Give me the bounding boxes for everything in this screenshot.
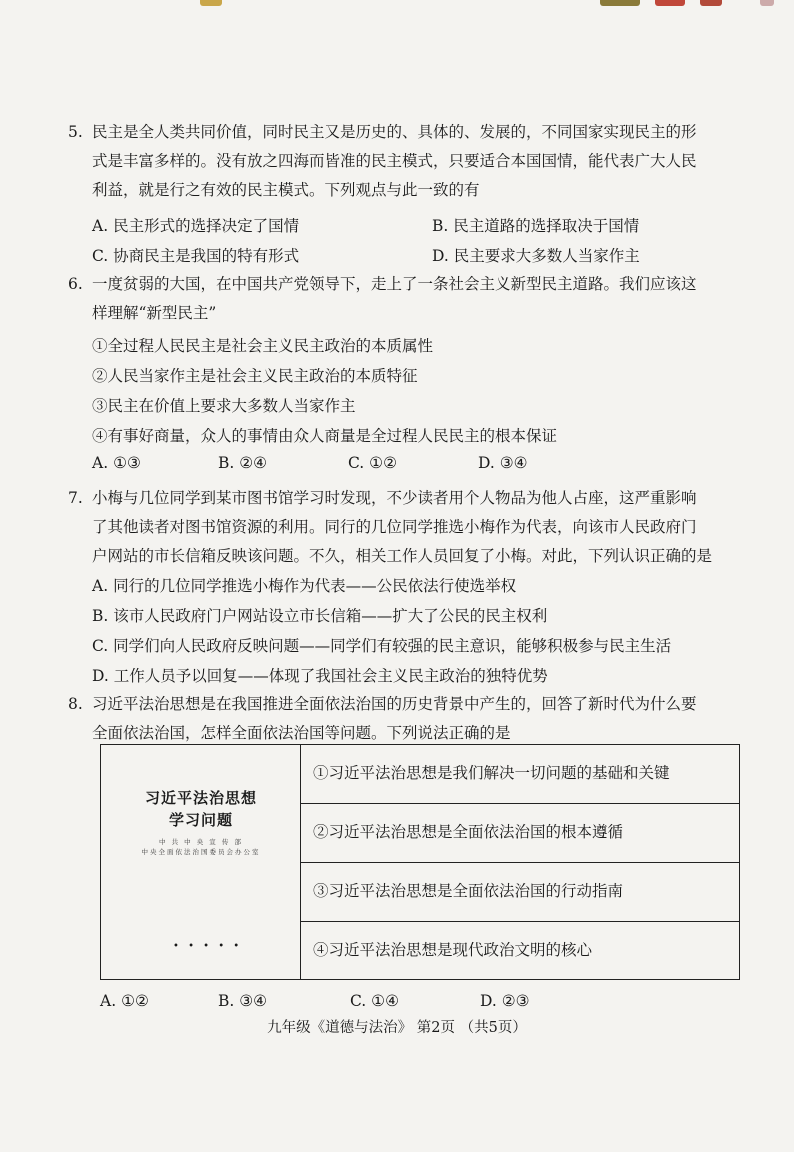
book-publisher-line-1: 中 共 中 央 宣 传 部 — [159, 838, 243, 846]
option-7c[interactable]: C. 同学们向人民政府反映问题——同学们有较强的民主意识，能够积极参与民主生活 — [92, 637, 672, 655]
question-6-line-1: 6. 一度贫弱的大国，在中国共产党领导下，走上了一条社会主义新型民主道路。我们应该这 — [68, 275, 697, 293]
statement-1: ①习近平法治思想是我们解决一切问题的基础和关键 — [301, 745, 739, 804]
statement-3: ③习近平法治思想是全面依法治国的行动指南 — [301, 863, 739, 922]
statement-2: ②习近平法治思想是全面依法治国的根本遵循 — [301, 804, 739, 863]
question-7 — [68, 484, 748, 571]
question-5-line-2: 式是丰富多样的。没有放之四海而皆准的民主模式，只要适合本国国情，能代表广大人民 — [92, 152, 697, 170]
option-6d[interactable]: D. ③④ — [478, 454, 528, 472]
option-8b[interactable]: B. ③④ — [218, 992, 268, 1010]
question-6-item-3: ③民主在价值上要求大多数人当家作主 — [92, 397, 356, 415]
question-6-item-4: ④有事好商量，众人的事情由众人商量是全过程人民民主的根本保证 — [92, 427, 558, 445]
question-7-line-2: 了其他读者对图书馆资源的利用。同行的几位同学推选小梅作为代表，向该市人民政府门 — [92, 518, 697, 536]
question-5-line-1: 5. 民主是全人类共同价值，同时民主又是历史的、具体的、发展的，不同国家实现民主的形 — [68, 123, 697, 141]
question-6-item-1: ①全过程人民民主是社会主义民主政治的本质属性 — [92, 337, 434, 355]
question-6 — [68, 270, 748, 328]
question-8-line-1: 8. 习近平法治思想是在我国推进全面依法治国的历史背景中产生的，回答了新时代为什么要 — [68, 695, 697, 713]
option-5d[interactable]: D. 民主要求大多数人当家作主 — [432, 247, 640, 265]
option-8a[interactable]: A. ①② — [100, 992, 149, 1010]
question-5-line-3: 利益，就是行之有效的民主模式。下列观点与此一致的有 — [92, 181, 480, 199]
page-footer: 九年级《道德与法治》 第2页 （共5页） — [267, 1020, 527, 1036]
question-7-line-1: 7. 小梅与几位同学到某市图书馆学习时发现，不少读者用个人物品为他人占座，这严重影响 — [68, 489, 697, 507]
question-5 — [68, 118, 748, 205]
option-5c[interactable]: C. 协商民主是我国的特有形式 — [92, 247, 300, 265]
question-6-item-2: ②人民当家作主是社会主义民主政治的本质特征 — [92, 367, 418, 385]
question-6-line-2: 样理解“新型民主” — [92, 304, 217, 322]
option-8c[interactable]: C. ①④ — [350, 992, 399, 1010]
book-cover — [101, 745, 301, 979]
question-8-line-2: 全面依法治国，怎样全面依法治国等问题。下列说法正确的是 — [92, 724, 511, 742]
option-7b[interactable]: B. 该市人民政府门户网站设立市长信箱——扩大了公民的民主权利 — [92, 607, 548, 625]
option-6b[interactable]: B. ②④ — [218, 454, 268, 472]
option-5a[interactable]: A. 民主形式的选择决定了国情 — [92, 217, 300, 235]
option-6a[interactable]: A. ①③ — [92, 454, 141, 472]
book-publisher-line-2: 中央全面依法治国委员会办公室 — [141, 848, 261, 856]
option-7a[interactable]: A. 同行的几位同学推选小梅作为代表——公民依法行使选举权 — [92, 577, 517, 595]
scan-edge-marks — [0, 0, 794, 12]
statement-4: ④习近平法治思想是现代政治文明的核心 — [313, 941, 593, 959]
book-title-line-2: 学习问题 — [168, 811, 233, 829]
option-5b[interactable]: B. 民主道路的选择取决于国情 — [432, 217, 640, 235]
question-7-line-3: 户网站的市长信箱反映该问题。不久，相关工作人员回复了小梅。对此，下列认识正确的是 — [92, 547, 713, 565]
option-8d[interactable]: D. ②③ — [480, 992, 530, 1010]
question-8-figure — [100, 744, 740, 980]
question-8 — [68, 690, 748, 748]
book-title-line-1: 习近平法治思想 — [144, 789, 257, 807]
option-7d[interactable]: D. 工作人员予以回复——体现了我国社会主义民主政治的独特优势 — [92, 667, 548, 685]
option-6c[interactable]: C. ①② — [348, 454, 397, 472]
book-decoration: • • • • • — [173, 941, 243, 952]
